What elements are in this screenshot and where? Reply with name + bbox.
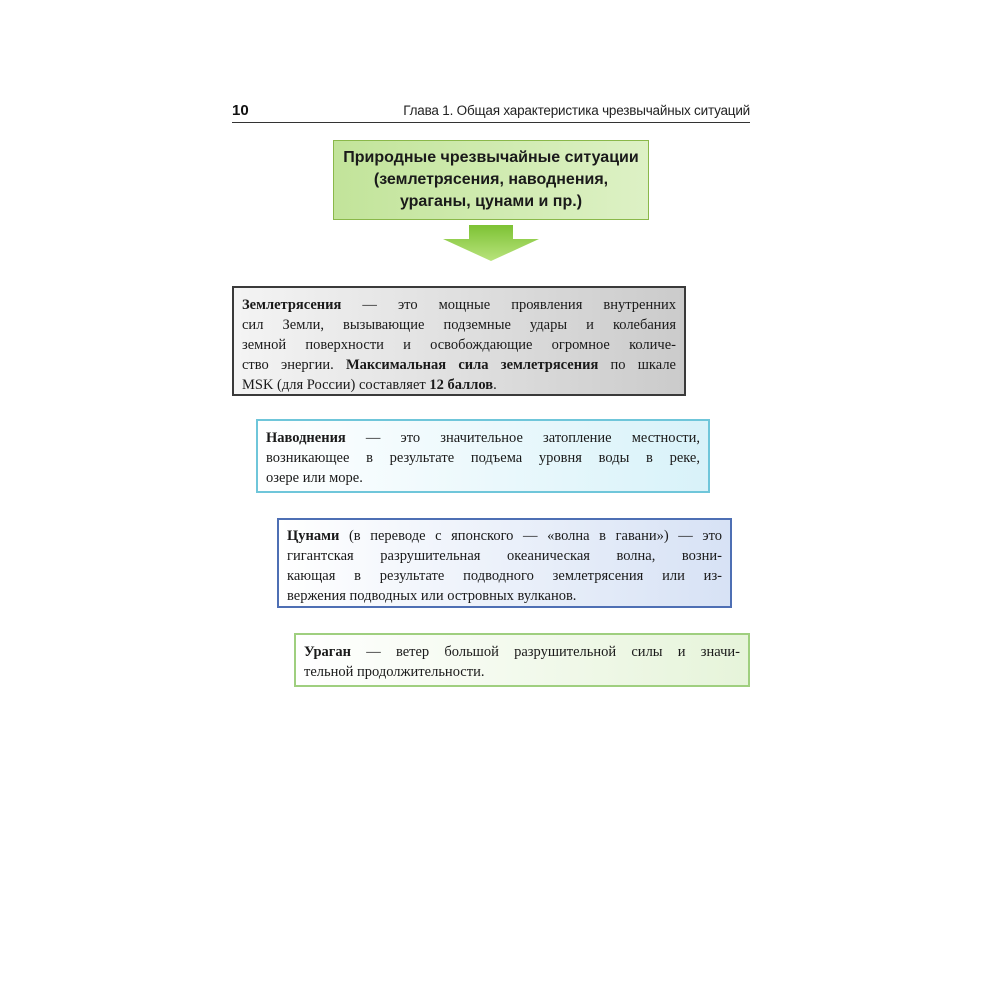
earthquake-line-1 <box>242 295 676 315</box>
flood-line-2: возникающее в результате подъема уровня воды в реке, <box>266 450 700 466</box>
flood-term: Наводнения <box>266 430 346 446</box>
earthquake-line-5-end: . <box>493 377 497 393</box>
earthquake-line-3: земной поверхности и освобождающие огромное количе- <box>242 337 676 353</box>
natural-emergencies-title-box <box>333 140 649 220</box>
flood-line-1-text: — это значительное затопление местности, <box>345 430 700 446</box>
earthquake-line-5-start: MSK (для России) составляет <box>242 377 430 393</box>
title-box-text: Природные чрезвычайные ситуации (землетрясения, наводнения, ураганы, цунами и пр.) <box>343 149 639 210</box>
max-magnitude-value: 12 баллов <box>429 377 494 393</box>
tsunami-line-2: гигантская разрушительная океаническая волна, возни- <box>287 548 722 564</box>
flood-definition-box <box>256 419 710 493</box>
earthquake-line-4-end: по шкале <box>598 357 676 373</box>
tsunami-line-4: вержения подводных или островных вулканов. <box>287 588 577 604</box>
earthquake-term: Землетрясения <box>242 297 342 313</box>
tsunami-definition-box <box>277 518 732 608</box>
earthquake-line-4-start: ство энергии. <box>242 357 346 373</box>
hurricane-line-1-text: — ветер большой разрушительной силы и значи- <box>350 644 740 660</box>
hurricane-definition-box <box>294 633 750 687</box>
hurricane-line-1 <box>304 642 740 662</box>
hurricane-line-2: тельной продолжительности. <box>304 664 485 680</box>
flood-line-3: озере или море. <box>266 470 363 486</box>
chapter-title: Глава 1. Общая характеристика чрезвычайных ситуаций <box>403 103 750 118</box>
earthquake-line-5 <box>242 375 676 395</box>
running-header <box>232 100 750 123</box>
tsunami-line-1-text: (в переводе с японского — «волна в гавани») — это <box>339 528 722 544</box>
earthquake-definition-box <box>232 286 686 396</box>
earthquake-line-1-text: — это мощные проявления внутренних <box>341 297 676 313</box>
hurricane-term: Ураган <box>304 644 351 660</box>
max-magnitude-phrase: Максимальная сила землетрясения <box>346 357 599 373</box>
down-arrow-icon <box>443 225 539 261</box>
page-number: 10 <box>232 102 249 119</box>
earthquake-line-2: сил Земли, вызывающие подземные удары и колебания <box>242 317 676 333</box>
tsunami-line-1 <box>287 526 722 546</box>
tsunami-term: Цунами <box>287 528 340 544</box>
earthquake-line-4 <box>242 355 676 375</box>
tsunami-line-3: кающая в результате подводного землетрясения или из- <box>287 568 722 584</box>
flood-line-1 <box>266 428 700 448</box>
